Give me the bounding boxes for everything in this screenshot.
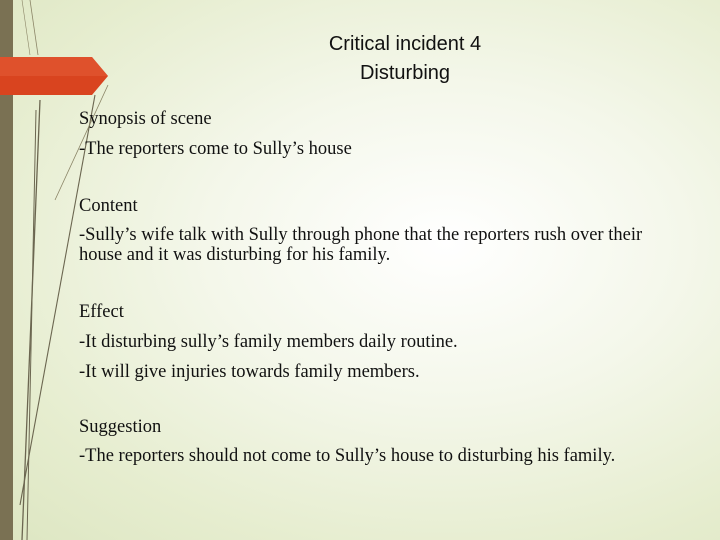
section-line: -The reporters come to Sully’s house	[79, 139, 352, 159]
section-effect	[79, 301, 679, 383]
section-heading: Effect	[79, 302, 124, 322]
section-heading: Synopsis of scene	[79, 109, 212, 129]
title-line-2: Disturbing	[359, 62, 451, 84]
section-synopsis	[79, 108, 679, 160]
section-line: -The reporters should not come to Sully’s house to disturbing his family.	[79, 446, 616, 466]
section-suggestion	[79, 416, 679, 466]
section-heading: Content	[79, 196, 138, 216]
section-line: -Sully’s wife talk with Sully through phone that the reporters rush over their house and it was disturbing for his family.	[79, 225, 643, 265]
slide-title	[200, 30, 610, 88]
section-line: -It disturbing sully’s family members daily routine.	[79, 332, 458, 352]
section-content	[79, 195, 679, 265]
red-accent-tab	[0, 57, 108, 95]
title-line-1: Critical incident 4	[328, 33, 482, 55]
section-heading: Suggestion	[79, 417, 162, 437]
slide-body	[79, 108, 679, 489]
section-line: -It will give injuries towards family members.	[79, 362, 420, 382]
